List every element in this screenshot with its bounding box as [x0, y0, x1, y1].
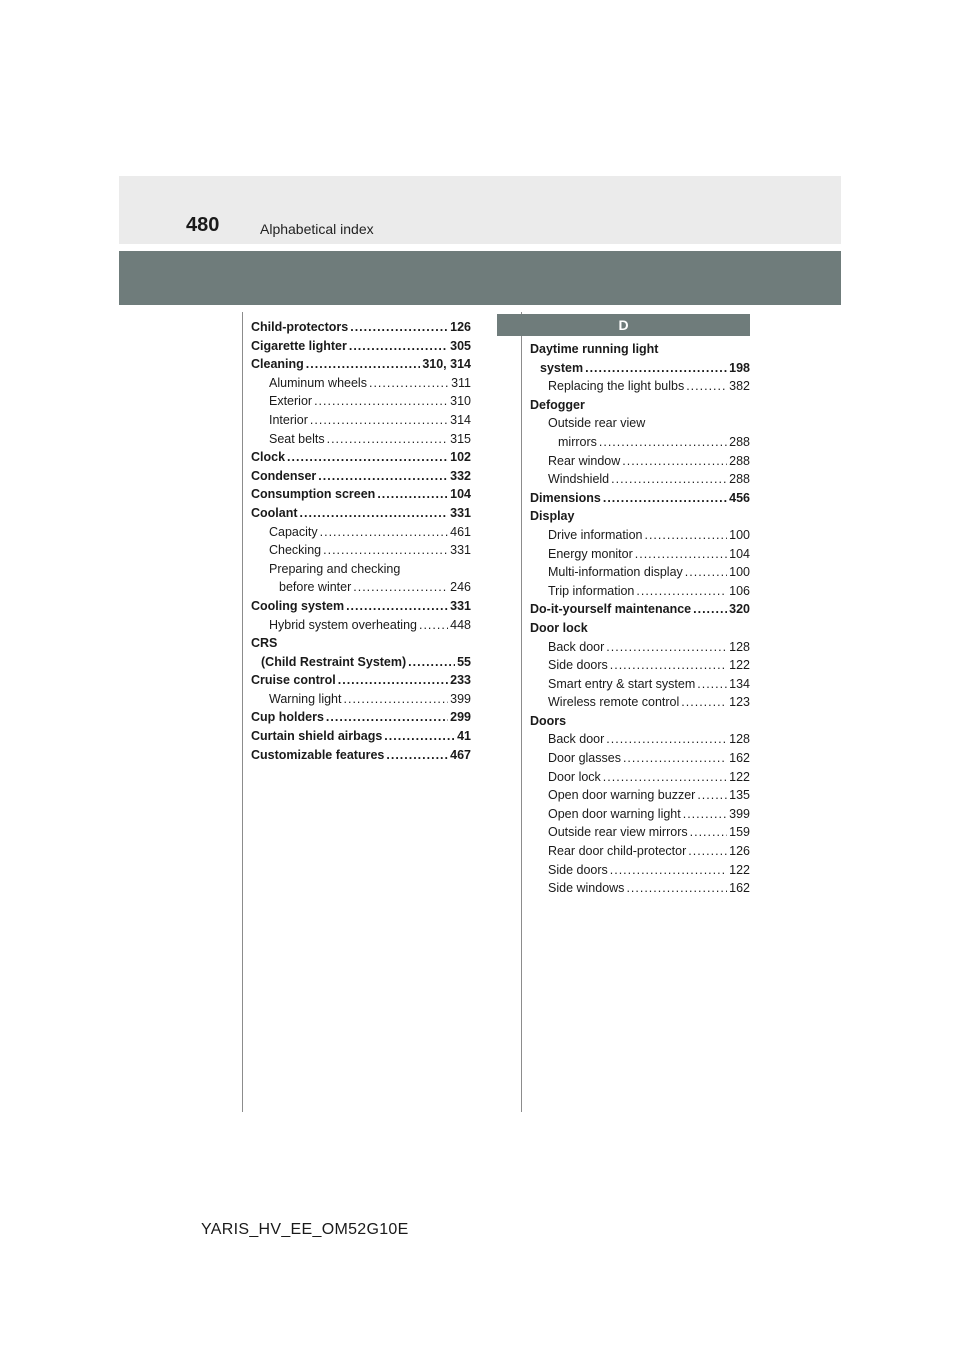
- index-entry: [251, 485, 471, 504]
- index-entry-term: Energy monitor: [548, 546, 633, 561]
- index-entry: [530, 675, 750, 694]
- dot-leader: [338, 671, 448, 690]
- index-entry: [530, 359, 750, 378]
- index-entry-term: Aluminum wheels: [269, 375, 367, 390]
- dot-leader: [384, 727, 455, 746]
- dot-leader: [386, 746, 448, 765]
- index-entry: [530, 600, 750, 619]
- index-entry-page: 299: [450, 710, 471, 725]
- index-entry-term: Side doors: [548, 658, 608, 673]
- dot-leader: [369, 374, 449, 393]
- dot-leader: [644, 526, 727, 545]
- index-entry-term: Smart entry & start system: [548, 676, 696, 691]
- index-entry: [251, 467, 471, 486]
- index-entry-term: Do-it-yourself maintenance: [530, 602, 692, 617]
- index-entry: [530, 377, 750, 396]
- index-entry: [530, 489, 750, 508]
- index-entry-page: 448: [450, 617, 471, 632]
- index-entry: [530, 730, 750, 749]
- header-top-bar: [119, 176, 841, 244]
- index-entry-term: Rear door child-protector: [548, 844, 687, 859]
- index-entry-term: Door glasses: [548, 751, 621, 766]
- index-entry: [251, 597, 471, 616]
- index-entry-page: 106: [729, 583, 750, 598]
- index-entry: [251, 523, 471, 542]
- index-entry: [251, 374, 471, 393]
- index-entry-term: Back door: [548, 639, 605, 654]
- index-entry-page: 123: [729, 695, 750, 710]
- dot-leader: [683, 805, 727, 824]
- index-entry: [251, 318, 471, 337]
- index-entry-term: Capacity: [269, 524, 318, 539]
- dot-leader: [610, 861, 727, 880]
- index-entry-term: Open door warning buzzer: [548, 788, 696, 803]
- index-entry: [530, 768, 750, 787]
- index-entry: [251, 355, 471, 374]
- index-entry-page: 331: [450, 505, 471, 520]
- dot-leader: [326, 708, 448, 727]
- index-entry-page: 128: [729, 732, 750, 747]
- index-entry: [251, 746, 471, 765]
- index-entry-term: Open door warning light: [548, 806, 681, 821]
- index-entry-term: before winter: [279, 580, 352, 595]
- index-entry: [251, 411, 471, 430]
- index-entry-term: Door lock: [530, 620, 588, 635]
- dot-leader: [636, 582, 727, 601]
- dot-leader: [610, 656, 727, 675]
- index-entry: [251, 578, 471, 597]
- index-entry-term: Cigarette lighter: [251, 338, 347, 353]
- dot-leader: [419, 616, 448, 635]
- index-entry-page: 122: [729, 658, 750, 673]
- dot-leader: [686, 377, 727, 396]
- index-entry: [530, 786, 750, 805]
- index-entry-page: 159: [729, 825, 750, 840]
- index-entry-page: 100: [729, 527, 750, 542]
- index-entry-term: mirrors: [558, 434, 597, 449]
- index-entry: [530, 563, 750, 582]
- index-entry-page: 288: [729, 453, 750, 468]
- index-entry-page: 305: [450, 338, 471, 353]
- index-entry-term: Rear window: [548, 453, 621, 468]
- index-entry-term: Doors: [530, 713, 567, 728]
- dot-leader: [353, 578, 448, 597]
- index-entry-page: 162: [729, 751, 750, 766]
- index-entry-page: 314: [450, 412, 471, 427]
- dot-leader: [693, 600, 727, 619]
- index-entry-term: Outside rear view mirrors: [548, 825, 688, 840]
- index-entry-term: Trip information: [548, 583, 635, 598]
- dot-leader: [346, 597, 448, 616]
- index-entry-page: 331: [450, 598, 471, 613]
- dot-leader: [323, 541, 448, 560]
- page-number: 480: [186, 214, 220, 236]
- index-entry-term: CRS: [251, 636, 278, 651]
- index-entry-page: 104: [729, 546, 750, 561]
- index-entry: [251, 430, 471, 449]
- index-entry-term: Warning light: [269, 691, 342, 706]
- index-entry-term: Drive information: [548, 527, 643, 542]
- index-entry-term: Back door: [548, 732, 605, 747]
- index-entry-term: Defogger: [530, 397, 585, 412]
- index-entry: [530, 656, 750, 675]
- index-entry-page: 311: [451, 375, 471, 390]
- dot-leader: [314, 392, 448, 411]
- index-entry-page: 310: [450, 394, 471, 409]
- index-entry: [530, 582, 750, 601]
- dot-leader: [377, 485, 448, 504]
- dot-leader: [408, 653, 455, 672]
- dot-leader: [320, 523, 449, 542]
- index-entry-page: 233: [450, 673, 471, 688]
- column-divider-left: [242, 312, 243, 1112]
- index-entry-term: Daytime running light: [530, 342, 659, 356]
- column-divider-right: [521, 312, 522, 1112]
- index-entry-term: Exterior: [269, 394, 313, 409]
- index-entry-page: 382: [729, 379, 750, 394]
- index-entry-page: 399: [450, 691, 471, 706]
- index-entry-term: Wireless remote control: [548, 695, 680, 710]
- index-entry-term: Consumption screen: [251, 487, 376, 502]
- index-entry-page: 198: [729, 360, 750, 375]
- index-entry-page: 320: [729, 602, 750, 617]
- index-entry-page: 126: [729, 844, 750, 859]
- index-entry: [530, 396, 750, 415]
- header-band: [119, 251, 841, 305]
- dot-leader: [585, 359, 727, 378]
- index-entry: [530, 340, 750, 359]
- index-entry-term: Seat belts: [269, 431, 325, 446]
- index-entry-term: Side doors: [548, 862, 608, 877]
- index-entry: [530, 879, 750, 898]
- index-entry-term: Display: [530, 509, 575, 524]
- dot-leader: [300, 504, 449, 523]
- index-entry-page: 134: [729, 676, 750, 691]
- index-entry: [251, 671, 471, 690]
- index-entry: [530, 619, 750, 638]
- index-entry: [251, 727, 471, 746]
- index-entry-term: Curtain shield airbags: [251, 729, 383, 744]
- dot-leader: [599, 433, 727, 452]
- index-entry-page: 128: [729, 639, 750, 654]
- index-entry-term: Windshield: [548, 472, 610, 487]
- index-entry: [251, 560, 471, 579]
- dot-leader: [690, 823, 728, 842]
- dot-leader: [344, 690, 449, 709]
- index-entry: [530, 545, 750, 564]
- index-entry-page: 467: [450, 747, 471, 762]
- index-entry-term: Child-protectors: [251, 320, 349, 334]
- index-entry: [251, 504, 471, 523]
- dot-leader: [327, 430, 449, 449]
- index-entry: [251, 616, 471, 635]
- index-entry-page: 162: [729, 881, 750, 896]
- index-entry-page: 122: [729, 769, 750, 784]
- index-entry-page: 55: [457, 654, 471, 669]
- index-entry: [530, 712, 750, 731]
- index-entry-term: Cruise control: [251, 673, 336, 688]
- index-entry: [530, 452, 750, 471]
- index-entry: [530, 823, 750, 842]
- dot-leader: [310, 411, 448, 430]
- index-column-right: [530, 340, 750, 898]
- index-entry-term: Cooling system: [251, 598, 345, 613]
- index-entry: [251, 448, 471, 467]
- dot-leader: [287, 448, 448, 467]
- index-entry: [530, 638, 750, 657]
- index-entry: [251, 541, 471, 560]
- dot-leader: [349, 337, 448, 356]
- index-entry: [530, 749, 750, 768]
- index-entry-page: 104: [450, 487, 471, 502]
- dot-leader: [623, 749, 727, 768]
- index-entry-page: 100: [729, 565, 750, 580]
- index-entry-term: Door lock: [548, 769, 601, 784]
- index-entry-term: Cup holders: [251, 710, 324, 725]
- index-entry-term: Replacing the light bulbs: [548, 379, 685, 394]
- index-entry-term: Coolant: [251, 505, 298, 520]
- index-entry: [530, 693, 750, 712]
- dot-leader: [688, 842, 727, 861]
- index-entry-term: Outside rear view: [548, 416, 646, 431]
- index-entry: [530, 842, 750, 861]
- index-entry-term: Side windows: [548, 881, 625, 896]
- dot-leader: [611, 470, 727, 489]
- index-entry-term: Customizable features: [251, 747, 385, 762]
- index-entry-term: Condenser: [251, 468, 317, 483]
- document-code: YARIS_HV_EE_OM52G10E: [201, 1221, 409, 1238]
- index-entry: [251, 708, 471, 727]
- index-entry-page: 288: [729, 434, 750, 449]
- index-entry: [530, 414, 750, 433]
- dot-leader: [350, 318, 448, 337]
- index-entry-page: 461: [450, 524, 471, 539]
- index-entry: [251, 337, 471, 356]
- index-entry-page: 246: [450, 580, 471, 595]
- index-entry: [251, 653, 471, 672]
- index-entry-page: 288: [729, 472, 750, 487]
- index-entry-term: Preparing and checking: [269, 561, 401, 576]
- section-title: Alphabetical index: [260, 221, 374, 237]
- dot-leader: [697, 786, 727, 805]
- index-entry: [530, 861, 750, 880]
- index-column-left: [251, 318, 471, 764]
- dot-leader: [622, 452, 727, 471]
- dot-leader: [626, 879, 727, 898]
- index-entry-page: 332: [450, 468, 471, 483]
- dot-leader: [635, 545, 727, 564]
- dot-leader: [606, 730, 727, 749]
- index-entry-page: 126: [450, 320, 471, 334]
- index-entry-term: Multi-information display: [548, 565, 683, 580]
- dot-leader: [685, 563, 727, 582]
- dot-leader: [606, 638, 727, 657]
- dot-leader: [306, 355, 421, 374]
- index-entry-term: Hybrid system overheating: [269, 617, 417, 632]
- index-entry: [251, 634, 471, 653]
- index-entry-term: Clock: [251, 450, 286, 465]
- dot-leader: [318, 467, 448, 486]
- index-entry: [530, 507, 750, 526]
- index-entry-page: 41: [457, 729, 471, 744]
- index-entry: [530, 433, 750, 452]
- index-entry: [251, 690, 471, 709]
- index-entry-term: system: [540, 360, 584, 375]
- index-entry-term: (Child Restraint System): [261, 654, 407, 669]
- index-entry-page: 456: [729, 490, 750, 505]
- index-entry-page: 122: [729, 862, 750, 877]
- index-entry: [530, 470, 750, 489]
- index-entry-page: 331: [450, 543, 471, 558]
- index-entry-term: Checking: [269, 543, 322, 558]
- index-entry-term: Dimensions: [530, 490, 601, 505]
- dot-leader: [697, 675, 727, 694]
- index-entry-page: 310, 314: [422, 357, 471, 372]
- dot-leader: [681, 693, 727, 712]
- index-entry-page: 102: [450, 450, 471, 465]
- index-entry-page: 135: [729, 788, 750, 803]
- index-entry: [530, 805, 750, 824]
- index-entry-term: Cleaning: [251, 357, 304, 372]
- index-entry-page: 315: [450, 431, 471, 446]
- index-entry: [530, 526, 750, 545]
- index-entry-page: 399: [729, 806, 750, 821]
- index-entry: [251, 392, 471, 411]
- index-entry-term: Interior: [269, 412, 308, 427]
- dot-leader: [603, 768, 727, 787]
- index-letter-heading: D: [497, 314, 750, 336]
- dot-leader: [603, 489, 727, 508]
